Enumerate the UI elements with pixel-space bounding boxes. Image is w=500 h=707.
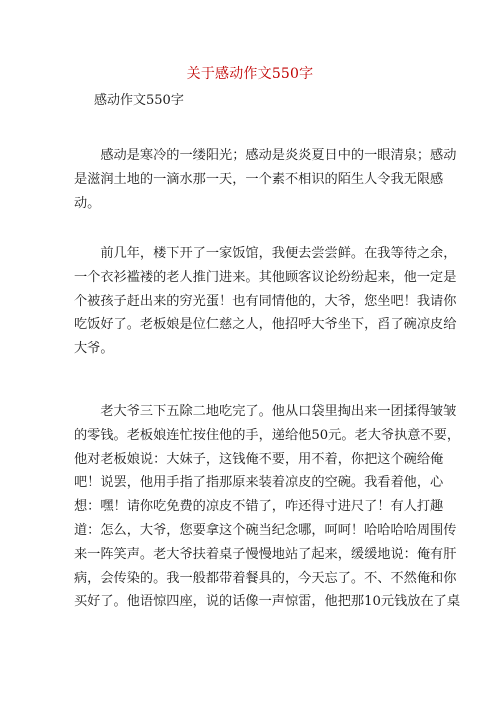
paragraph-2 xyxy=(74,242,457,361)
paragraph-line: 吃饭好了。老板娘是位仁慈之人，他招呼大爷坐下，舀了碗凉皮给 xyxy=(74,317,457,333)
paragraph-line: 个被孩子赶出来的穷光蛋！也有同情他的，大爷，您坐吧！我请你 xyxy=(74,293,457,309)
paragraph-line: 一个衣衫褴褛的老人推门进来。其他顾客议论纷纷起来，他一定是 xyxy=(74,269,457,285)
paragraph-line: 买好了。他语惊四座，说的话像一声惊雷，他把那10元钱放在了桌 xyxy=(74,594,461,610)
paragraph-line: 来一阵笑声。老大爷扶着桌子慢慢地站了起来，缓缓地说：俺有肝 xyxy=(74,546,457,562)
paragraph-line: 动。 xyxy=(74,195,101,211)
paragraph-line: 想：嘿！请你吃免费的凉皮不错了，咋还得寸进尺了！有人打趣 xyxy=(74,499,444,515)
document-title: 关于感动作文550字 xyxy=(186,66,314,82)
paragraph-line: 老大爷三下五除二地吃完了。他从口袋里掏出来一团揉得皱皱 xyxy=(74,404,457,419)
paragraph-line: 吧！说罢，他用手指了指那原来装着凉皮的空碗。我看着他，心 xyxy=(74,475,444,491)
paragraph-line: 大爷。 xyxy=(74,341,114,357)
paragraph-3 xyxy=(74,400,461,614)
paragraph-line: 是滋润土地的一滴水那一天，一个素不相识的陌生人令我无限感 xyxy=(74,171,444,187)
paragraph-line: 前几年，楼下开了一家饭馆，我便去尝尝鲜。在我等待之余， xyxy=(74,246,457,261)
paragraph-line: 他对老板娘说：大妹子，这钱俺不要，用不着，你把这个碗给俺 xyxy=(74,451,444,467)
paragraph-line: 病，会传染的。我一般都带着餐具的，今天忘了。不、不然俺和你 xyxy=(74,570,457,586)
paragraph-1 xyxy=(74,144,457,215)
document-subtitle: 感动作文550字 xyxy=(94,93,184,108)
paragraph-line: 感动是寒冷的一缕阳光；感动是炎炎夏日中的一眼清泉；感动 xyxy=(74,148,457,163)
paragraph-line: 道：怎么，大爷，您要拿这个碗当纪念哪，呵呵！哈哈哈哈周围传 xyxy=(74,522,457,538)
paragraph-line: 的零钱。老板娘连忙按住他的手，递给他50元。老大爷执意不要， xyxy=(74,427,461,443)
